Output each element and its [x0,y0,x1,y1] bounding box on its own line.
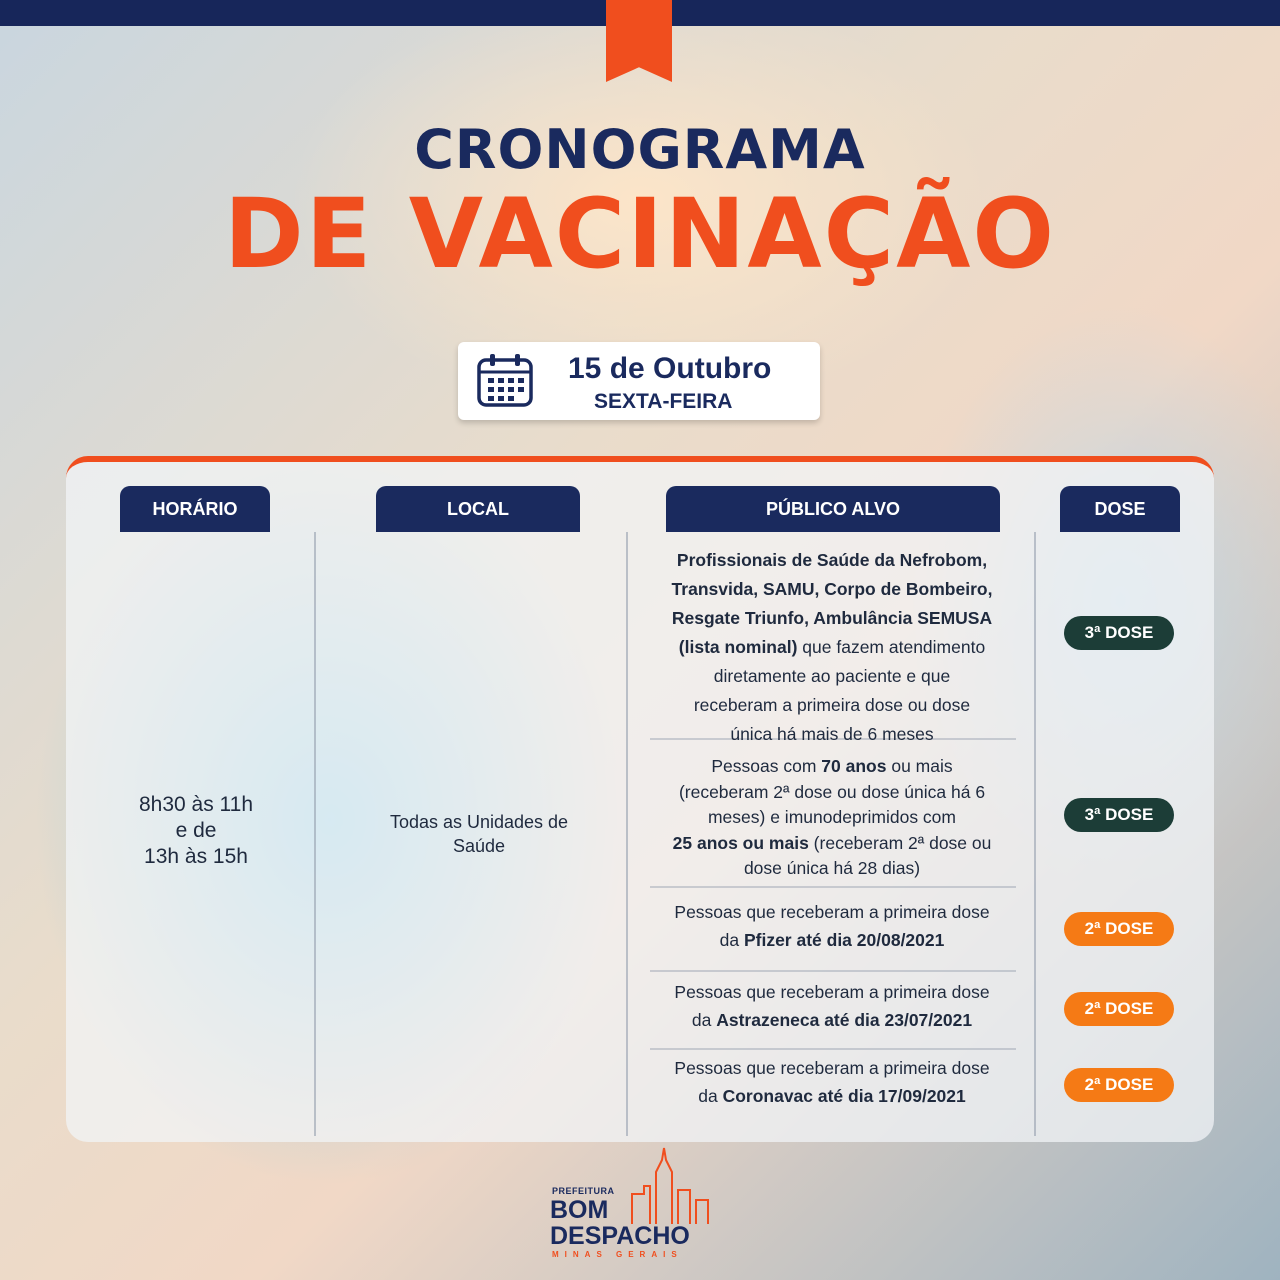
publico-text: ou mais [886,756,953,776]
dose-badge: 2ª DOSE [1064,992,1174,1026]
publico-line [634,633,1030,662]
publico-line [634,805,1030,831]
publico-text: Transvida, SAMU, Corpo de Bombeiro, [671,579,993,599]
publico-text: que fazem atendimento [797,637,986,657]
horario-cell [106,792,286,870]
publico-text: da [698,1086,723,1106]
publico-text: Pfizer até dia 20/08/2021 [743,930,945,950]
publico-row-4 [634,978,1030,1034]
publico-line [634,691,1030,720]
publico-text: (receberam 2ª dose ou [808,832,992,853]
publico-line [634,546,1030,575]
publico-text: meses) e imunodeprimidos com [707,807,956,827]
header-local: LOCAL [376,486,580,532]
publico-text: diretamente ao paciente e que [713,666,951,686]
horario-line: 13h às 15h [144,845,248,868]
dose-badge: 3ª DOSE [1064,616,1174,650]
logo-prefeitura: PREFEITURA [552,1186,615,1196]
publico-line [634,1006,1030,1034]
skyline-icon [628,1146,738,1226]
logo-despacho: DESPACHO [550,1222,690,1250]
dose-badge: 2ª DOSE [1064,912,1174,946]
prefeitura-logo [548,1146,738,1266]
date-weekday: SEXTA-FEIRA [594,390,733,413]
publico-text: Profissionais de Saúde da Nefrobom, [676,550,988,570]
publico-line [634,754,1030,780]
local-line: Todas as Unidades de [389,812,569,832]
header-horario: HORÁRIO [120,486,270,532]
dose-badge: 2ª DOSE [1064,1068,1174,1102]
row-divider [650,1048,1016,1050]
publico-text: Resgate Triunfo, Ambulância SEMUSA [671,608,993,628]
publico-line [634,662,1030,691]
publico-line [634,898,1030,926]
column-divider [1034,532,1036,1136]
publico-line [634,1054,1030,1082]
date-main: 15 de Outubro [568,352,772,385]
publico-line [634,720,1030,749]
publico-text: Pessoas que receberam a primeira dose [674,1058,990,1078]
publico-line [634,856,1030,882]
publico-line [634,604,1030,633]
header-dose: DOSE [1060,486,1180,532]
calendar-icon [476,352,534,408]
publico-line [634,831,1030,857]
publico-text: da [691,1010,717,1030]
logo-estado: MINAS GERAIS [552,1250,683,1259]
horario-line: e de [175,819,217,842]
schedule-panel [66,456,1214,1142]
publico-line [634,926,1030,954]
logo-bom: BOM [550,1196,609,1224]
publico-text: (lista nominal) [678,637,798,657]
publico-text: Astrazeneca até dia 23/07/2021 [716,1010,973,1030]
publico-line [634,575,1030,604]
dose-badge: 3ª DOSE [1064,798,1174,832]
row-divider [650,886,1016,888]
ribbon-decoration [606,0,672,82]
publico-row-1 [634,546,1030,749]
column-divider [314,532,316,1136]
header-publico-alvo: PÚBLICO ALVO [666,486,1000,532]
horario-line: 8h30 às 11h [138,793,254,816]
publico-text: 70 anos [821,756,887,776]
publico-row-5 [634,1054,1030,1110]
publico-text: única há mais de 6 meses [730,724,934,744]
publico-text: da [719,930,744,950]
publico-line [634,1082,1030,1110]
publico-text: dose única há 28 dias) [743,858,921,878]
local-line: Saúde [452,836,506,856]
publico-text: Pessoas que receberam a primeira dose [674,982,990,1002]
publico-line [634,978,1030,1006]
publico-row-3 [634,898,1030,954]
local-cell [376,810,582,858]
title-vacinacao: DE VACINAÇÃO [224,178,1056,290]
publico-text: Pessoas que receberam a primeira dose [674,902,990,922]
publico-text: receberam a primeira dose ou dose [693,695,971,715]
date-box [458,342,820,420]
publico-row-2 [634,754,1030,882]
row-divider [650,970,1016,972]
title-cronograma: CRONOGRAMA [414,118,866,181]
publico-line [634,780,1030,806]
publico-text: Coronavac até dia 17/09/2021 [722,1086,966,1106]
column-divider [626,532,628,1136]
publico-text: (receberam 2ª dose ou dose única há 6 [678,781,986,802]
publico-text: 25 anos ou mais [672,832,809,853]
publico-text: Pessoas com [711,756,822,776]
